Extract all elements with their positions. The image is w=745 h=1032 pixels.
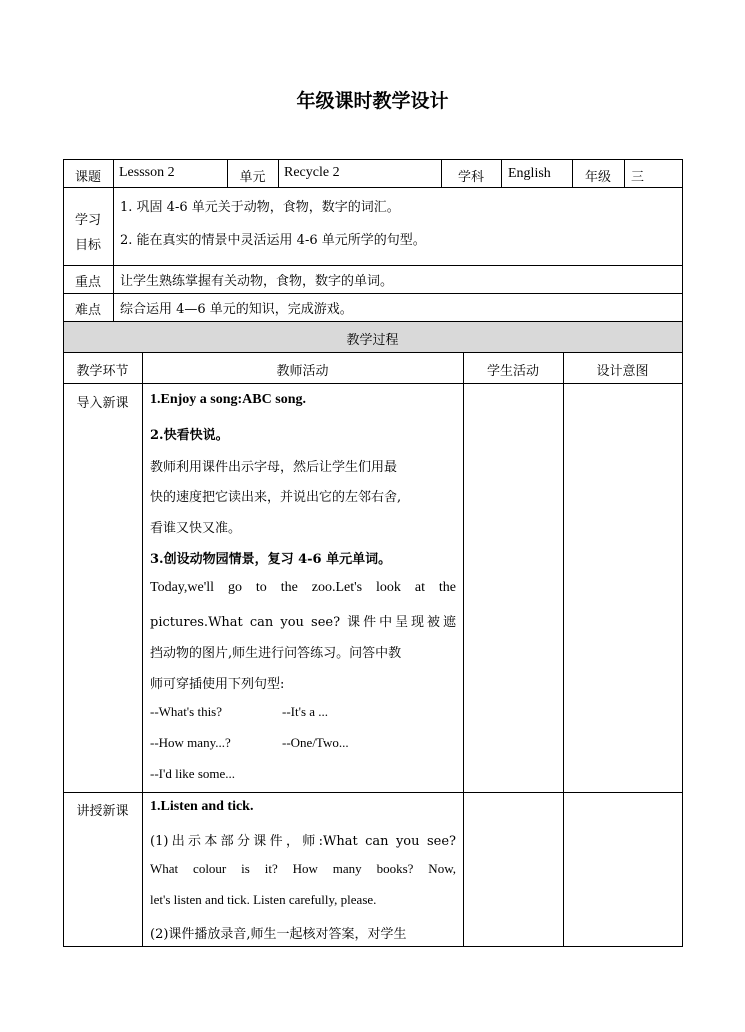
teacher-line: What colour is it? How many books? Now,: [150, 861, 456, 876]
key-point-label: 重点: [74, 275, 101, 290]
teacher-line: 快的速度把它读出来，并说出它的左邻右舍,: [150, 490, 402, 505]
teacher-line: --How many...?: [150, 735, 231, 750]
objectives-label-2: 目标: [74, 238, 101, 253]
teacher-line: 2.快看快说。: [150, 428, 229, 443]
objective-item: 1. 巩固 4-6 单元关于动物，食物，数字的词汇。: [120, 200, 400, 215]
teacher-line: 1.Enjoy a song:ABC song.: [150, 392, 306, 407]
teacher-line: Today,we'll go to the zoo.Let's look at the: [150, 580, 456, 595]
nianji-value: 三: [631, 170, 645, 185]
teacher-line: --It's a ...: [282, 704, 329, 719]
teacher-line: 师可穿插使用下列句型:: [150, 677, 285, 692]
danyuan-value: Recycle 2: [284, 165, 340, 180]
teacher-line: --One/Two...: [282, 735, 349, 750]
section-name: 导入新课: [76, 396, 129, 411]
teacher-line: 3.创设动物园情景，复习 4-6 单元单词。: [150, 552, 392, 567]
teacher-line: 教师利用课件出示字母，然后让学生们用最: [150, 460, 398, 475]
objectives-label-1: 学习: [74, 213, 101, 228]
difficult-point-label: 难点: [74, 303, 101, 318]
xueke-value: English: [508, 166, 551, 181]
section-name: 讲授新课: [76, 804, 129, 819]
teacher-line: 挡动物的图片,师生进行问答练习。问答中教: [150, 646, 402, 661]
xueke-label: 学科: [457, 170, 484, 185]
page-title: 年级课时教学设计: [296, 90, 449, 112]
col-header-stage: 教学环节: [76, 364, 129, 379]
danyuan-label: 单元: [239, 170, 266, 185]
col-header-student: 学生活动: [486, 364, 539, 379]
difficult-point-value: 综合运用 4—6 单元的知识，完成游戏。: [120, 302, 353, 317]
keti-label: 课题: [74, 170, 101, 185]
teacher-line: pictures.What can you see? 课件中呈现被遮: [150, 615, 456, 630]
teacher-line: (1)出示本部分课件，师:What can you see?: [150, 834, 456, 849]
teacher-line: 看谁又快又准。: [150, 521, 242, 536]
nianji-label: 年级: [584, 170, 611, 185]
col-header-teacher: 教师活动: [276, 364, 329, 379]
process-title: 教学过程: [346, 333, 399, 348]
teacher-line: (2)课件播放录音,师生一起核对答案，对学生: [150, 927, 407, 942]
teacher-line: 1.Listen and tick.: [150, 799, 254, 814]
keti-value: Lessson 2: [119, 165, 175, 180]
col-header-intent: 设计意图: [596, 364, 649, 379]
teacher-line: let's listen and tick. Listen carefully, please.: [150, 892, 377, 907]
key-point-value: 让学生熟练掌握有关动物，食物，数字的单词。: [120, 274, 394, 289]
teacher-line: --What's this?: [150, 704, 223, 719]
teacher-line: --I'd like some...: [150, 766, 236, 781]
objective-item: 2. 能在真实的情景中灵活运用 4-6 单元所学的句型。: [120, 233, 426, 248]
